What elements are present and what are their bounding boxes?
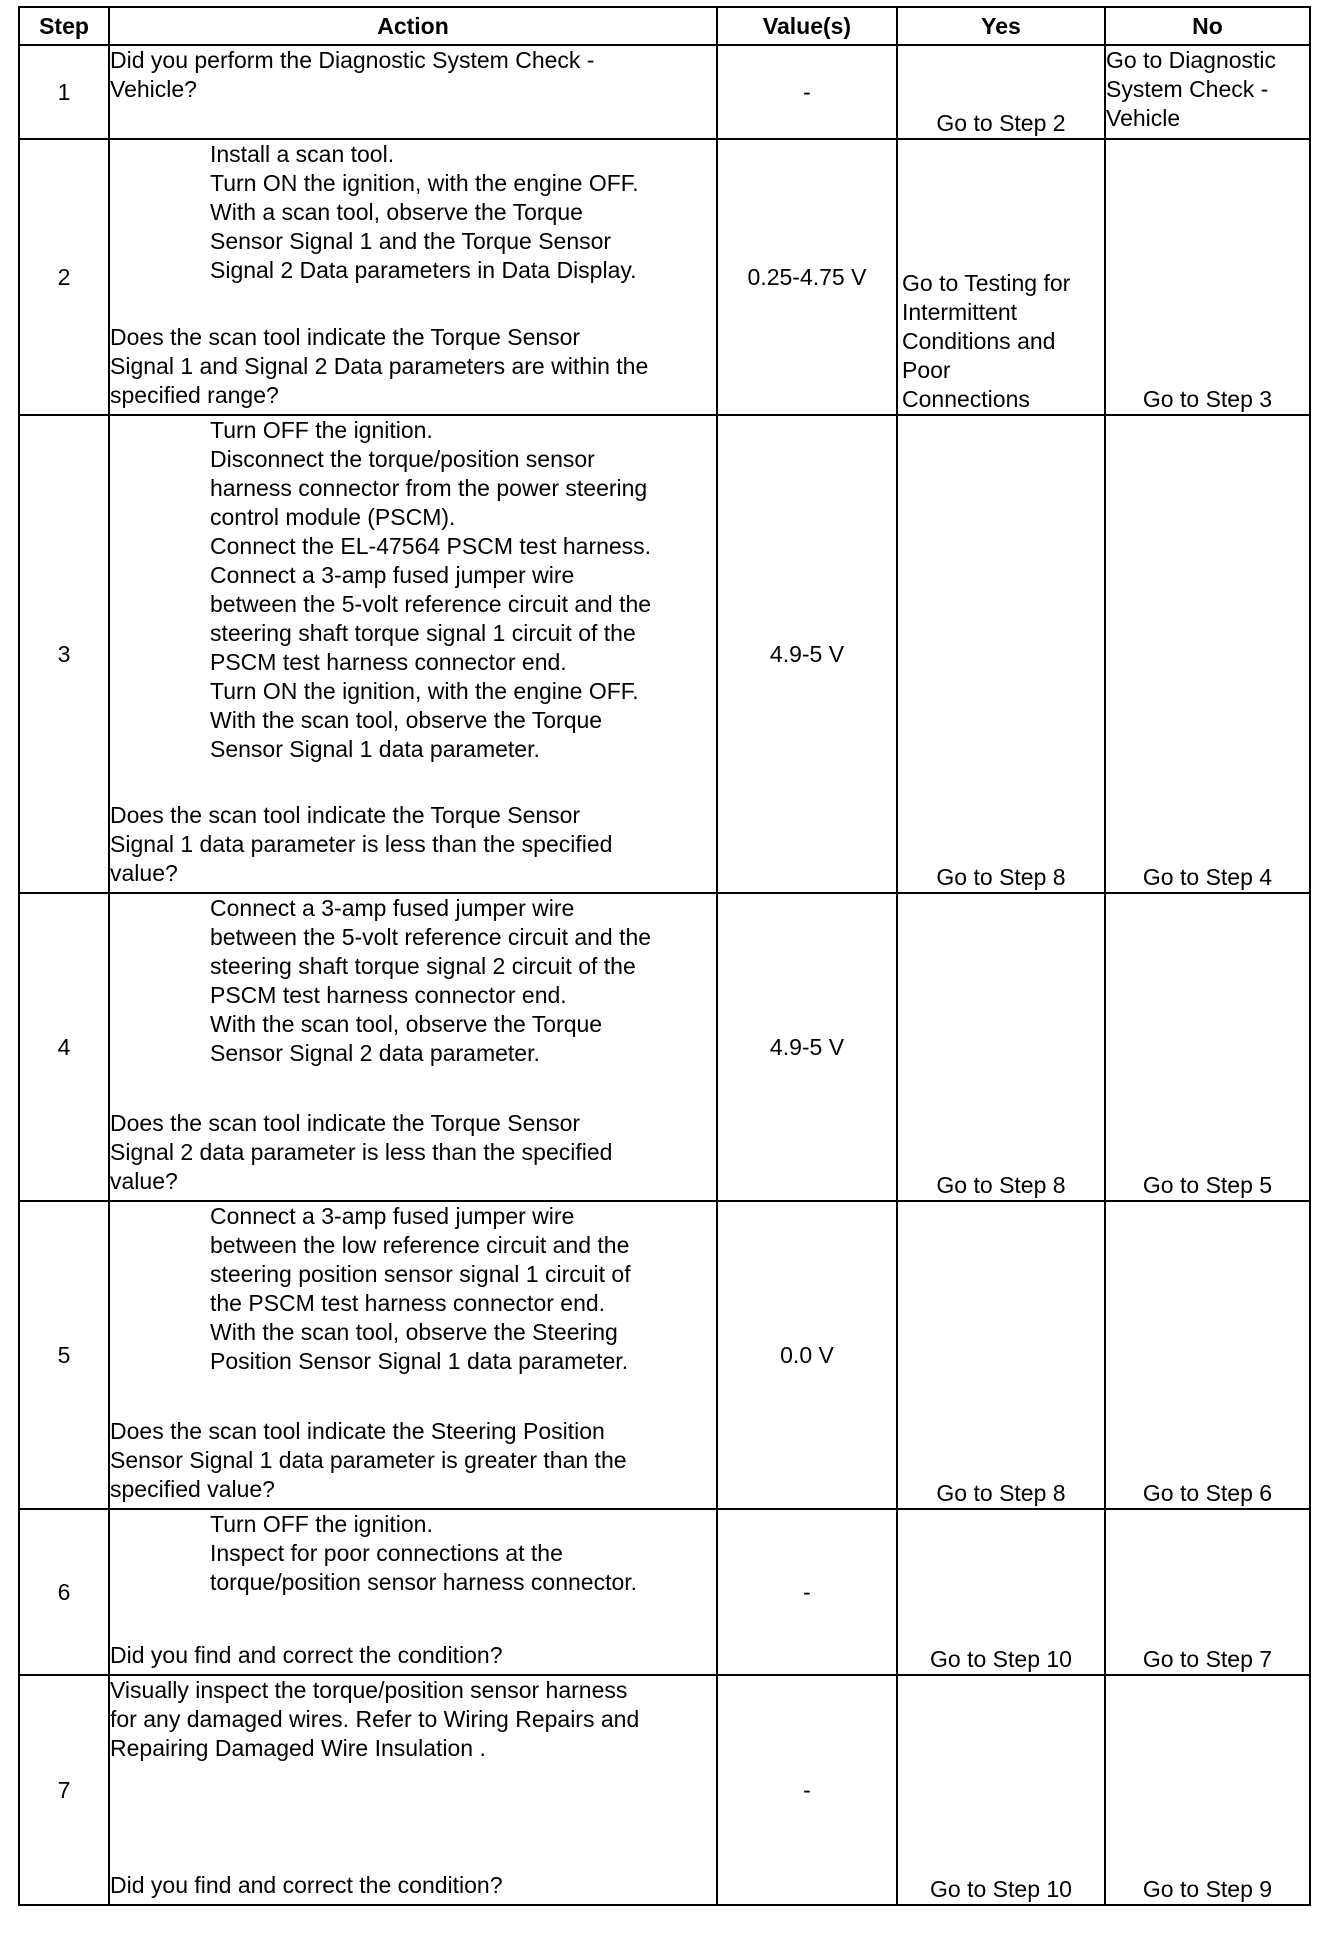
table-row <box>19 139 1310 415</box>
action-question: Did you find and correct the condition? <box>110 1872 503 1898</box>
value-cell: 4.9-5 V <box>717 893 897 1201</box>
action-cell <box>109 45 717 139</box>
table-row <box>19 415 1310 893</box>
value-cell: 0.0 V <box>717 1201 897 1509</box>
action-question: Does the scan tool indicate the Torque Sensor Signal 1 and Signal 2 Data parameters are within the specified range? <box>110 324 649 408</box>
step-number: 2 <box>19 139 109 415</box>
action-step: Connect the EL-47564 PSCM test harness. <box>210 533 652 559</box>
action-steps <box>110 894 716 1068</box>
value-cell: 4.9-5 V <box>717 415 897 893</box>
value-cell: - <box>717 1509 897 1675</box>
action-cell <box>109 415 717 893</box>
yes-cell <box>897 415 1105 893</box>
yes-link[interactable]: Go to Step 8 <box>936 1172 1066 1198</box>
action-question: Does the scan tool indicate the Torque Sensor Signal 1 data parameter is less than the specified value? <box>110 802 613 886</box>
table-row <box>19 893 1310 1201</box>
no-cell <box>1105 1509 1310 1675</box>
header-no: No <box>1105 7 1310 45</box>
action-instruction: Visually inspect the torque/position sensor harness for any damaged wires. Refer to Wiring Repairs and Repairing Damaged Wire Insulation . <box>110 1677 640 1761</box>
no-link[interactable]: Go to Step 7 <box>1142 1646 1273 1672</box>
value-cell: 0.25-4.75 V <box>717 139 897 415</box>
action-steps <box>110 140 716 285</box>
action-step: Inspect for poor connections at the torque/position sensor harness connector. <box>210 1540 638 1595</box>
yes-link[interactable]: Go to Step 8 <box>936 1480 1066 1506</box>
header-yes: Yes <box>897 7 1105 45</box>
action-step: With a scan tool, observe the Torque Sensor Signal 1 and the Torque Sensor Signal 2 Data parameters in Data Display. <box>210 199 637 283</box>
action-step: Turn OFF the ignition. <box>210 417 433 443</box>
no-link[interactable]: Go to Step 4 <box>1142 864 1273 890</box>
step-number: 1 <box>19 45 109 139</box>
action-step: Connect a 3-amp fused jumper wire between the low reference circuit and the steering position sensor signal 1 circuit of the PSCM test harness connector end. <box>210 1203 631 1316</box>
no-link[interactable]: Go to Step 3 <box>1142 386 1273 412</box>
action-cell <box>109 1509 717 1675</box>
action-cell <box>109 893 717 1201</box>
diagnostic-table <box>18 6 1311 1906</box>
step-number: 3 <box>19 415 109 893</box>
no-link[interactable]: Go to Diagnostic System Check - Vehicle <box>1106 47 1277 131</box>
action-cell <box>109 1201 717 1509</box>
no-link[interactable]: Go to Step 9 <box>1142 1876 1273 1902</box>
no-link[interactable]: Go to Step 6 <box>1142 1480 1273 1506</box>
yes-link[interactable]: Go to Step 2 <box>936 110 1066 136</box>
yes-cell <box>897 1675 1105 1905</box>
diagnostic-table-frame <box>18 6 1311 1906</box>
table-row <box>19 1509 1310 1675</box>
table-row <box>19 45 1310 139</box>
yes-link[interactable]: Go to Step 10 <box>930 1646 1072 1672</box>
header-values: Value(s) <box>717 7 897 45</box>
no-cell <box>1105 1201 1310 1509</box>
action-step: Install a scan tool. <box>210 141 395 167</box>
action-step: With the scan tool, observe the Torque Sensor Signal 1 data parameter. <box>210 707 603 762</box>
step-number: 4 <box>19 893 109 1201</box>
header-step: Step <box>19 7 109 45</box>
yes-link[interactable]: Go to Step 10 <box>930 1876 1072 1902</box>
action-step: Turn ON the ignition, with the engine OFF. <box>210 678 639 704</box>
action-step: With the scan tool, observe the Torque Sensor Signal 2 data parameter. <box>210 1011 603 1066</box>
yes-link[interactable]: Go to Step 8 <box>936 864 1066 890</box>
action-steps <box>110 1202 716 1376</box>
action-cell <box>109 1675 717 1905</box>
action-question: Does the scan tool indicate the Torque Sensor Signal 2 data parameter is less than the specified value? <box>110 1110 613 1194</box>
step-number: 7 <box>19 1675 109 1905</box>
no-cell <box>1105 415 1310 893</box>
table-body <box>19 45 1310 1905</box>
action-step: Connect a 3-amp fused jumper wire between the 5-volt reference circuit and the steering shaft torque signal 1 circuit of the PSCM test harness connector end. <box>210 562 652 675</box>
step-number: 6 <box>19 1509 109 1675</box>
yes-cell <box>897 1201 1105 1509</box>
action-step: Connect a 3-amp fused jumper wire between the 5-volt reference circuit and the steering shaft torque signal 2 circuit of the PSCM test harness connector end. <box>210 895 652 1008</box>
no-link[interactable]: Go to Step 5 <box>1142 1172 1273 1198</box>
action-steps <box>110 1510 716 1597</box>
action-step: Turn ON the ignition, with the engine OFF. <box>210 170 639 196</box>
table-row <box>19 1201 1310 1509</box>
value-cell: - <box>717 1675 897 1905</box>
action-question: Did you perform the Diagnostic System Check - Vehicle? <box>110 47 595 102</box>
no-cell <box>1105 45 1310 139</box>
action-step: With the scan tool, observe the Steering Position Sensor Signal 1 data parameter. <box>210 1319 629 1374</box>
action-step: Turn OFF the ignition. <box>210 1511 433 1537</box>
table-row <box>19 1675 1310 1905</box>
no-cell <box>1105 893 1310 1201</box>
no-cell <box>1105 139 1310 415</box>
yes-link[interactable]: Go to Testing for Intermittent Conditions and Poor Connections <box>902 270 1071 412</box>
yes-cell <box>897 893 1105 1201</box>
action-step: Disconnect the torque/position sensor harness connector from the power steering control module (PSCM). <box>210 446 648 530</box>
action-steps <box>110 416 716 764</box>
step-number: 5 <box>19 1201 109 1509</box>
yes-cell <box>897 1509 1105 1675</box>
header-action: Action <box>109 7 717 45</box>
action-question: Did you find and correct the condition? <box>110 1642 503 1668</box>
header-row <box>19 7 1310 45</box>
no-cell <box>1105 1675 1310 1905</box>
action-cell <box>109 139 717 415</box>
value-cell: - <box>717 45 897 139</box>
yes-cell <box>897 139 1105 415</box>
yes-cell <box>897 45 1105 139</box>
action-question: Does the scan tool indicate the Steering Position Sensor Signal 1 data parameter is greater than the specified value? <box>110 1418 627 1502</box>
